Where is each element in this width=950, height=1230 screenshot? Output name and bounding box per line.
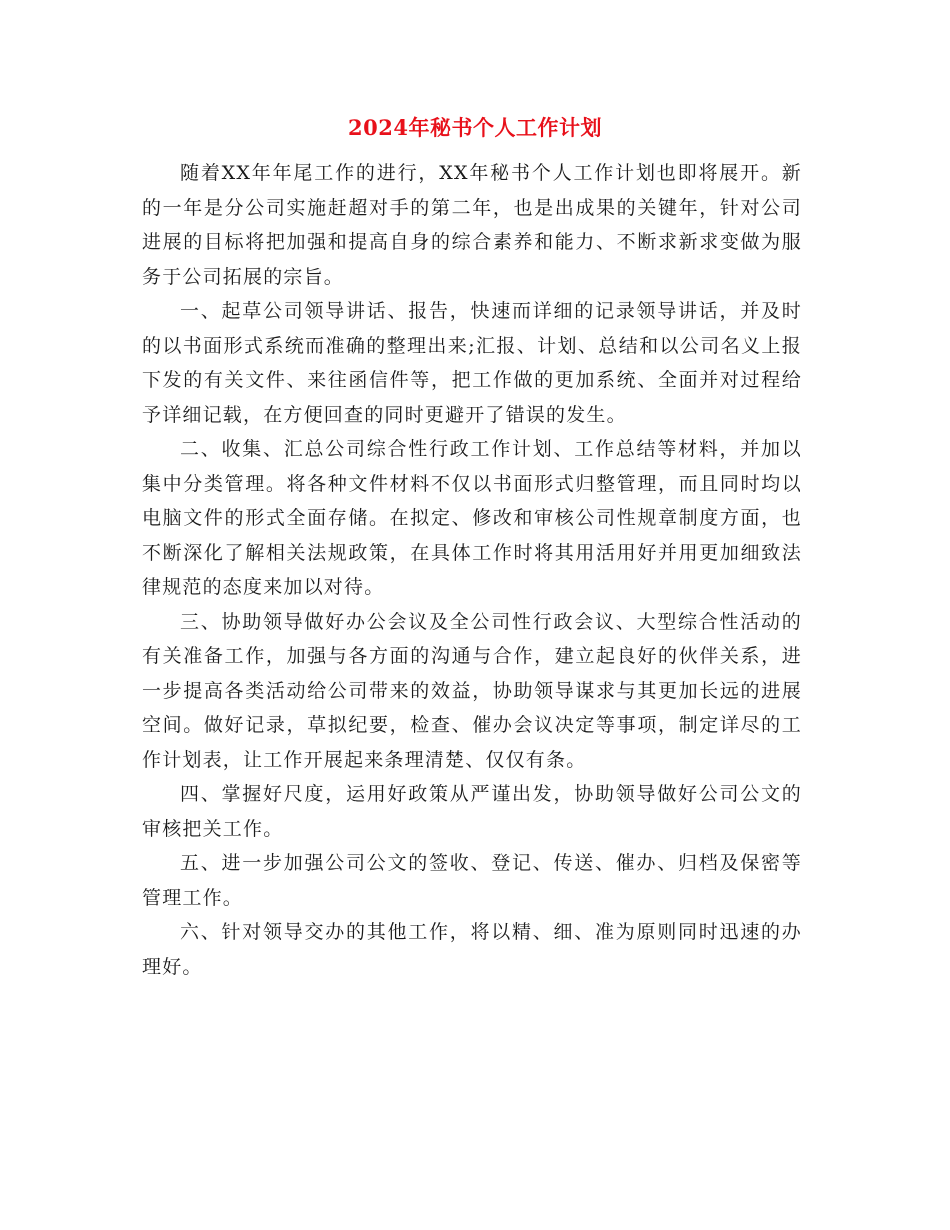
- paragraph-item-5: 五、进一步加强公司公文的签收、登记、传送、催办、归档及保密等管理工作。: [142, 852, 802, 909]
- document-title: 2024年秘书个人工作计划: [348, 115, 602, 140]
- paragraph-item-3: 三、协助领导做好办公会议及全公司性行政会议、大型综合性活动的有关准备工作，加强与各方面的沟通与合作，建立起良好的伙伴关系，进一步提高各类活动给公司带来的效益，协助领导谋求与其更加长远的进展空间。做好记录，草拟纪要，检查、催办会议决定等事项，制定详尽的工作计划表，让工作开展起来条理清楚、仅仅有条。: [142, 610, 802, 771]
- paragraph-item-1: 一、起草公司领导讲话、报告，快速而详细的记录领导讲话，并及时的以书面形式系统而准确的整理出来;汇报、计划、总结和以公司名义上报下发的有关文件、来往函信件等，把工作做的更加系统、全面并对过程给予详细记载，在方便回查的同时更避开了错误的发生。: [142, 300, 802, 426]
- document-body: [142, 156, 802, 984]
- paragraph-item-4: 四、掌握好尺度，运用好政策从严谨出发，协助领导做好公司公文的审核把关工作。: [142, 783, 802, 840]
- paragraph-intro: 随着XX年年尾工作的进行，XX年秘书个人工作计划也即将展开。新的一年是分公司实施赶超对手的第二年，也是出成果的关键年，针对公司进展的目标将把加强和提高自身的综合素养和能力、不断求新求变做为服务于公司拓展的宗旨。: [142, 162, 802, 288]
- paragraph-item-6: 六、针对领导交办的其他工作，将以精、细、准为原则同时迅速的办理好。: [142, 921, 802, 978]
- paragraph-item-2: 二、收集、汇总公司综合性行政工作计划、工作总结等材料，并加以集中分类管理。将各种文件材料不仅以书面形式归整管理，而且同时均以电脑文件的形式全面存储。在拟定、修改和审核公司性规章制度方面，也不断深化了解相关法规政策，在具体工作时将其用活用好并用更加细致法律规范的态度来加以对待。: [142, 438, 802, 598]
